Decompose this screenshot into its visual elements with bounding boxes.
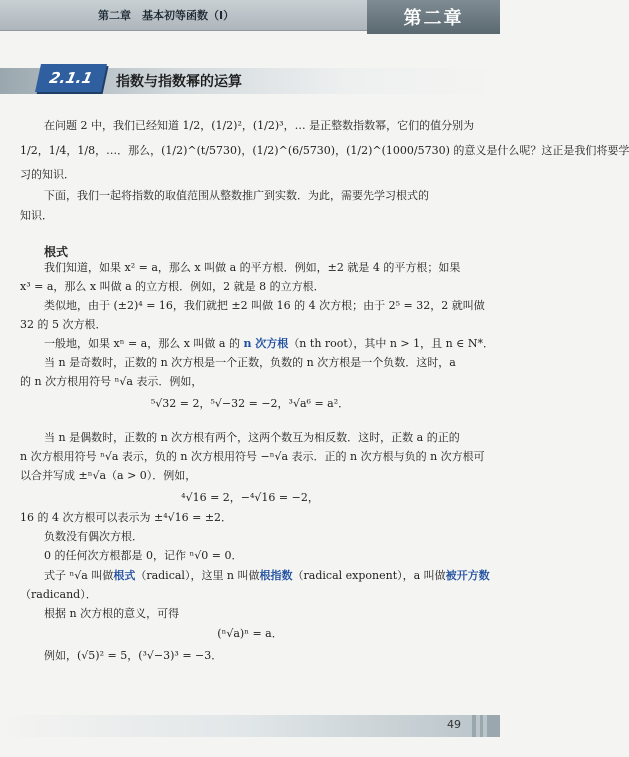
section-title: 指数与指数幂的运算 [116,74,242,90]
formula-line: ⁴√16 = 2，−⁴√16 = −2， [181,491,319,504]
paragraph-line: 以合并写成 ±ⁿ√a（a > 0）．例如， [20,469,197,482]
paragraph-line: （radicand）． [20,588,97,601]
term-radical: 根式 [113,569,136,582]
paragraph-line: 32 的 5 次方根． [20,318,107,331]
paragraph-line: 负数没有偶次方根． [44,530,143,543]
paragraph-line: 类似地，由于 (±2)⁴ = 16，我们就把 ±2 叫做 16 的 4 次方根；由于 2⁵ = 32，2 就叫做 [44,299,485,312]
definition-text: （radical），这里 n 叫做 [135,569,260,582]
section-banner [0,64,500,96]
formula-line: (ⁿ√a)ⁿ = a． [217,627,283,640]
page-number: 49 [447,718,461,731]
chapter-tab: 第二章 [367,0,500,34]
running-title: 第二章 基本初等函数（Ⅰ） [98,9,235,22]
definition-text: 一般地，如果 xⁿ = a，那么 x 叫做 a 的 [44,337,244,350]
footer-bar [0,715,500,737]
paragraph-line: 我们知道，如果 x² = a，那么 x 叫做 a 的平方根．例如，±2 就是 4 的平方根；如果 [44,261,461,274]
definition-text: （radical exponent），a 叫做 [292,569,446,582]
paragraph-line: 的 n 次方根用符号 ⁿ√a 表示．例如， [20,375,203,388]
term-radical-exponent: 根指数 [259,569,293,582]
paragraph-line: 1/2，1/4，1/8，…．那么，(1/2)^(t/5730)，(1/2)^(6/5730)，(1/2)^(1000/5730) 的意义是什么呢？这正是我们将要学 [20,144,629,157]
footer-stripe [472,715,476,737]
paragraph-line: 当 n 是偶数时，正数的 n 次方根有两个，这两个数互为相反数．这时，正数 a 的正的 [44,431,460,444]
paragraph-line: 知识． [20,209,53,222]
paragraph-line: 16 的 4 次方根可以表示为 ±⁴√16 = ±2． [20,511,233,524]
formula-line: ⁵√32 = 2，⁵√−32 = −2，³√a⁶ = a²． [150,397,350,410]
subsection-heading: 根式 [44,245,69,259]
paragraph-line: 在问题 2 中，我们已经知道 1/2，(1/2)²，(1/2)³，… 是正整数指数幂，它们的值分别为 [44,119,475,132]
definition-text: 式子 ⁿ√a 叫做 [44,569,114,582]
paragraph-line: x³ = a，那么 x 叫做 a 的立方根．例如，2 就是 8 的立方根． [20,280,325,293]
section-number: 2.1.1 [35,64,107,92]
paragraph-line: 0 的任何次方根都是 0，记作 ⁿ√0 = 0． [44,549,243,562]
term-nth-root: n 次方根 [243,337,289,350]
paragraph-line: 当 n 是奇数时，正数的 n 次方根是一个正数，负数的 n 次方根是一个负数．这时，a [44,356,456,369]
paragraph-line: 例如，(√5)² = 5，(³√−3)³ = −3． [44,649,223,662]
paragraph-line: 习的知识． [20,168,75,181]
definition-line [44,337,494,351]
definition-text: （n th root），其中 n > 1，且 n ∈ N*． [288,337,494,350]
footer-stripe [487,715,500,737]
paragraph-line: 根据 n 次方根的意义，可得 [44,607,180,620]
paragraph-line: n 次方根用符号 ⁿ√a 表示，负的 n 次方根用符号 −ⁿ√a 表示．正的 n 次方根与负的 n 次方根可 [20,450,485,463]
definition-line [44,569,490,583]
footer-stripe [480,715,483,737]
paragraph-line: 下面，我们一起将指数的取值范围从整数推广到实数．为此，需要先学习根式的 [44,189,429,202]
term-radicand: 被开方数 [445,569,490,582]
